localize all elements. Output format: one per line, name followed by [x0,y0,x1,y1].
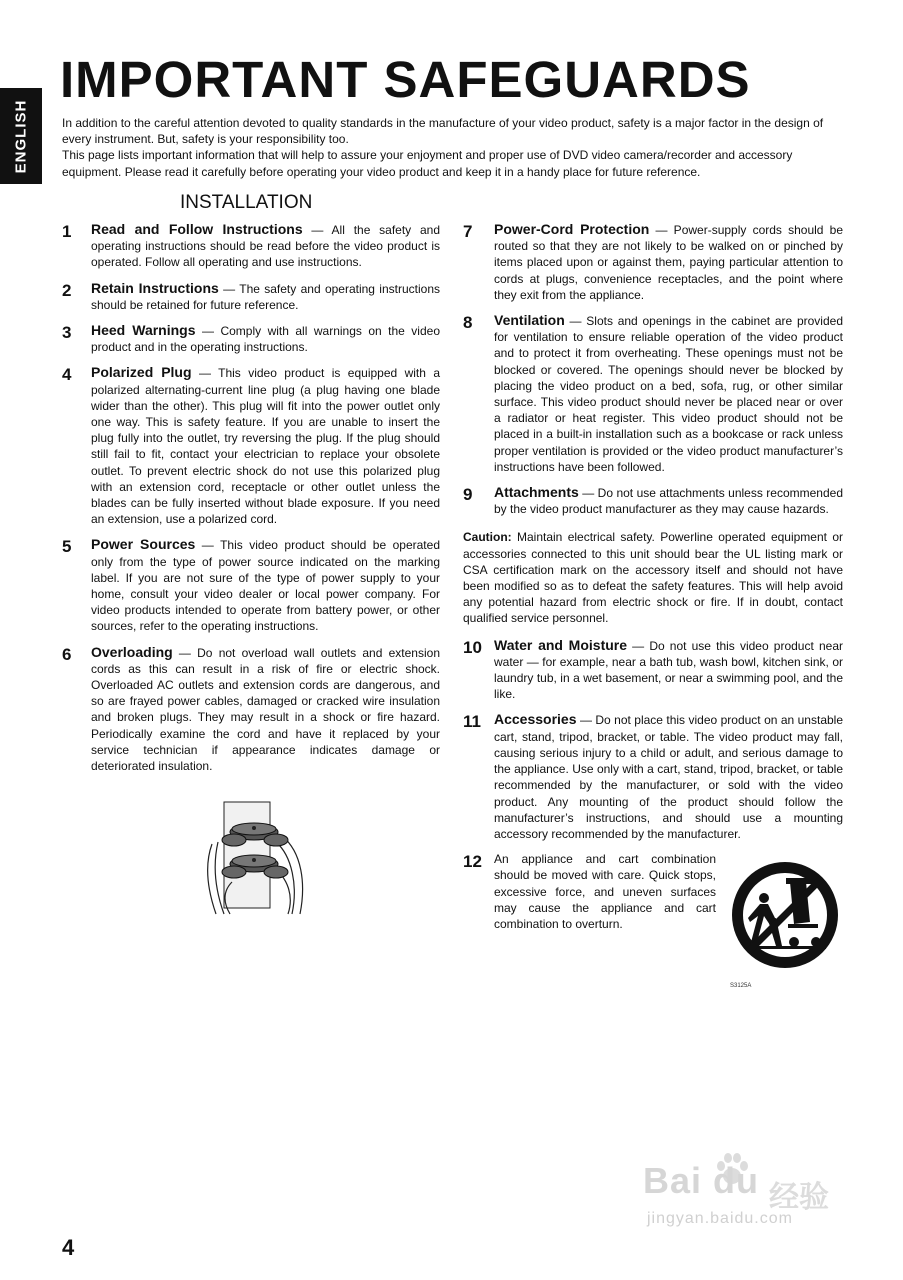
safeguard-item-6 [62,644,440,775]
item-text: — Slots and openings in the cabinet are provided for ventilation to ensure reliable operation of the video product and to protect it from overheating. These openings must not be blocked or covered. The openings should never be blocked by placing the video product on a bed, sofa, rug, or other similar surface. This video product should never be placed near or over a radiator or heat register. This video product should not be placed in a built-in installation such as a bookcase or rack unless proper ventilation is provided or the video product manufacturer’s instructions have been followed. [494,314,843,474]
caution-note [463,529,843,626]
item-text: — Do not overload wall outlets and extension cords as this can result in a risk of fire or electric shock. Overloaded AC outlets and extension cords are dangerous, and so are frayed power cables, damaged or cracked wire insulation and broken plugs. They may result in a shock or fire hazard. Periodically examine the cord and have it replaced by your service technician if appearance indicates damage or deteriorated insulation. [91,645,440,774]
item-number: 12 [463,852,482,872]
item-number: 4 [62,365,72,385]
safeguard-item-1 [62,221,440,271]
item-number: 7 [463,222,473,241]
watermark-logo: Bai du [643,1160,760,1201]
item-heading: Attachments [494,484,579,501]
safeguard-item-2 [62,280,440,313]
item-number: 5 [62,537,72,557]
safeguard-item-11 [463,711,843,842]
safeguard-item-10 [463,637,843,703]
item-heading: Polarized Plug [91,364,192,381]
item-text: — This video product should be operated only from the type of power source indicated on the marking label. If you are not sure of the type of power supply to your home, consult your video dealer or local power company. For video products intended to operate from battery power, or other sources, refer to the operating instructions. [91,538,440,634]
item-heading: Read and Follow Instructions [91,221,303,237]
safeguard-item-8 [463,312,843,475]
watermark-url: jingyan.baidu.com [647,1210,793,1227]
item-heading: Heed Warnings [91,322,196,339]
item-number: 9 [463,485,473,505]
baidu-watermark [643,1150,853,1240]
overloaded-outlet-illustration [202,796,322,916]
right-column [463,221,843,941]
language-tab-label: ENGLISH [12,99,30,173]
item-heading: Power-Cord Protection [494,221,650,237]
safeguard-item-5 [62,536,440,634]
cart-tip-over-warning-icon [728,858,842,976]
item-text: — Do not use attachments unless recommended by the video product manufacturer as they may cause hazards. [494,486,843,517]
item-text: An appliance and cart combination should be moved with care. Quick stops, excessive force, and uneven surfaces may cause the appliance and cart combination to overturn. [494,852,716,931]
intro-paragraph-1: In addition to the careful attention devoted to quality standards in the manufacture of your video product, safety is a major factor in the design of every instrument. But, safety is your responsibility too. [62,116,824,147]
item-text: — The safety and operating instructions should be retained for future reference. [91,281,441,312]
item-number: 1 [62,222,72,241]
item-number: 11 [463,712,481,732]
caution-text: Maintain electrical safety. Powerline operated equipment or accessories connected to this unit should bear the UL listing mark or CSA certification mark on the accessory itself and should not have been modified so as to defeat the safety features. This will help avoid any potential hazard from electric shock or fire. If in doubt, contact qualified service personnel. [463,530,843,626]
item-number: 6 [62,644,72,664]
item-heading: Retain Instructions [91,279,219,296]
item-text: — This video product is equipped with a polarized alternating-current line plug (a plug having one blade wider than the other). This plug will fit into the power outlet only one way. This is safety feature. If you are unable to insert the plug fully into the outlet, try reversing the plug. If the plug should still fail to fit, contact your electrician to replace your obsolete outlet. To prevent electric shock do not use this polarized plug with an extension cord, receptacle or other outlet unless the blades can be fully inserted without blade exposure. If you need an extension, use a polarized cord. [91,366,441,527]
item-heading: Accessories [494,711,577,728]
item-text: — All the safety and operating instructions should be read before the video product is operated. Follow all operating and use instructions. [91,223,441,270]
caution-label: Caution: [463,530,512,545]
cart-figure-code: S3125A [730,983,752,989]
item-heading: Power Sources [91,536,196,553]
item-text: — Do not place this video product on an unstable cart, stand, tripod, bracket, or table. The video product may fall, causing serious injury to a child or adult, and serious damage to the appliance. Use only with a cart, stand, tripod, bracket, or table recommended by the manufacturer, or sold with the video product. Any mounting of the product should follow the manufacturer’s instructions, and should use a mounting accessory recommended by the manufacturer. [494,713,843,841]
item-heading: Water and Moisture [494,636,628,653]
item-text: — Comply with all warnings on the video product and in the operating instructions. [91,324,440,355]
safeguard-item-7 [463,221,843,303]
language-tab [0,88,42,184]
watermark-chinese: 经验 [769,1181,829,1214]
item-text: — Do not use this video product near water — for example, near a bath tub, wash bowl, kitchen sink, or laundry tub, in a wet basement, or near a swimming pool, and the like. [494,638,843,702]
item-heading: Overloading [91,643,173,660]
item-number: 8 [463,313,473,333]
page-number: 4 [62,1235,75,1260]
item-number: 2 [62,280,72,300]
item-number: 3 [62,323,72,343]
section-title: INSTALLATION [180,192,313,213]
item-number: 10 [463,637,482,657]
safeguard-item-3 [62,322,440,355]
item-heading: Ventilation [494,312,565,329]
safeguard-item-9 [463,484,843,517]
intro-text [62,115,844,180]
left-column [62,221,440,783]
item-text: — Power-supply cords should be routed so that they are not likely to be walked on or pinched by items placed upon or against them, paying particular attention to cords at plugs, convenience receptacles, and the point where they exit from the appliance. [494,223,843,302]
safeguard-item-4 [62,364,440,527]
intro-paragraph-2: This page lists important information that will help to assure your enjoyment and proper use of DVD video camera/recorder and accessory equipment. Please read it carefully before operating your video product and keep it in a handy place for future reference. [62,148,793,179]
page-title: IMPORTANT SAFEGUARDS [60,51,751,108]
